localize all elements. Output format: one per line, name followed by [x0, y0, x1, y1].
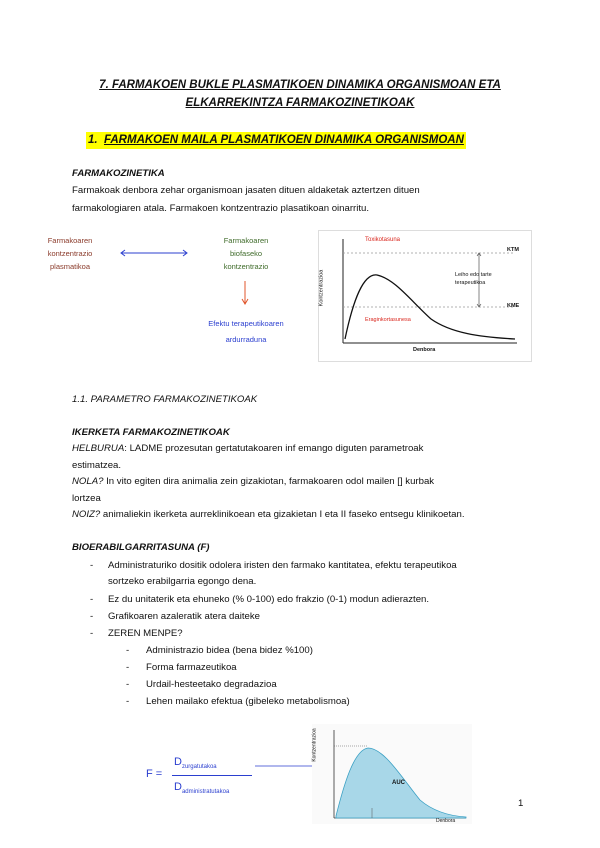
subsection-1-1-heading: 1.1. PARAMETRO FARMAKOZINETIKOAK [72, 394, 258, 405]
subbullet-dash: - [126, 662, 130, 673]
subbullet-3-text: Urdail-hesteetako degradazioa [146, 679, 277, 690]
window-line1: Leiho edo tarte [455, 272, 492, 278]
auc-label: AUC [392, 780, 405, 786]
numerator-sub: zurgatutakoa [181, 764, 217, 771]
formula-numerator [174, 756, 217, 770]
subbullet-2 [126, 660, 237, 676]
page-number: 1 [518, 798, 524, 809]
bullet-3-line1: Grafikoaren azaleratik atera daiteke [108, 611, 260, 622]
subbullet-4 [126, 694, 350, 710]
formula-f-equals: F = [146, 768, 163, 780]
bullet-dash: - [90, 560, 94, 571]
subbullet-dash: - [126, 679, 130, 690]
diagram-bottom-line2: ardurraduna [225, 335, 267, 344]
subbullet-2-text: Forma farmazeutikoa [146, 662, 237, 673]
diagram-left-line1: Farmakoaren [47, 236, 93, 245]
down-arrow-icon [240, 280, 250, 306]
ktm-label: KTM [507, 247, 519, 253]
farmakozinetika-text-2: farmakologiaren atala. Farmakoen kontzentrazio plasatikoan oinarritu. [72, 203, 370, 214]
nola-line [72, 474, 434, 490]
subbullet-dash: - [126, 696, 130, 707]
nola-cont: lortzea [72, 493, 101, 504]
therapeutic-window-label [455, 271, 492, 287]
ineffective-label: Eraginkortasunesa [365, 317, 411, 323]
curve-x-axis-label: Denbora [413, 347, 436, 353]
diagram-middle-line1: Farmakoaren [223, 236, 269, 245]
bullet-3 [90, 609, 260, 625]
diagram-middle-node [204, 234, 288, 273]
bullet-1-line1: Administraturiko dositik odolera iristen den farmako kantitatea, efektu terapeutikoa [108, 560, 457, 571]
double-arrow-icon [118, 248, 190, 258]
diagram-bottom-line1: Efektu terapeutikoaren [208, 319, 284, 328]
subbullet-4-text: Lehen mailako efektua (gibeleko metabolismoa) [146, 696, 350, 707]
bullet-4-line1: ZEREN MENPE? [108, 628, 183, 639]
ikerketa-heading: IKERKETA FARMAKOZINETIKOAK [72, 427, 230, 438]
curve-y-axis-label: Kontzentrazioa [318, 269, 325, 307]
diagram-left-node [30, 234, 110, 273]
helburua-line [72, 441, 423, 457]
helburua-label: HELBURUA [72, 443, 125, 454]
section-title: FARMAKOEN MAILA PLASMATIKOEN DINAMIKA ORGANISMOAN [103, 134, 464, 146]
farmakozinetika-text-1: Farmakoak denbora zehar organismoan jasaten dituen aldaketak aztertzen dituen [72, 185, 420, 196]
diagram-middle-line2: biofaseko [229, 249, 263, 258]
kme-label: KME [507, 303, 520, 309]
diagram-left-line2: kontzentrazio [47, 249, 93, 258]
bullet-1 [90, 558, 457, 590]
subbullet-1-text: Administrazio bidea (bena bidez %100) [146, 645, 313, 656]
numerator-d: D [174, 756, 182, 768]
noiz-line [72, 507, 465, 523]
bullet-2 [90, 592, 429, 608]
formula-denominator [174, 781, 229, 795]
denominator-d: D [174, 781, 182, 793]
nola-text: In vito egiten dira animalia zein gizakiotan, farmakoaren odol mailen [] kurbak [103, 476, 435, 487]
bullet-dash: - [90, 628, 94, 639]
bullet-dash: - [90, 594, 94, 605]
subbullet-dash: - [126, 645, 130, 656]
diagram-middle-line3: kontzentrazio [223, 262, 269, 271]
window-line2: terapeutikoa [455, 280, 486, 286]
noiz-label: NOIZ? [72, 509, 101, 520]
bullet-4 [90, 626, 183, 642]
bioerabilgarritasuna-heading: BIOERABILGARRITASUNA (F) [72, 542, 210, 553]
diagram-bottom-node [190, 316, 302, 348]
section-1-heading [86, 132, 466, 149]
helburua-text: : LADME prozesutan gertatutakoaren inf emango diguten parametroak [124, 443, 424, 454]
fraction-bar [172, 775, 252, 776]
concentration-curve-figure [318, 230, 532, 362]
section-number: 1. [88, 134, 98, 146]
subbullet-3 [126, 677, 277, 693]
diagram-left-line3: plasmatikoa [49, 262, 91, 271]
helburua-cont: estimatzea. [72, 460, 122, 471]
toxicity-label: Toxikotasuna [365, 237, 401, 243]
noiz-text: animaliekin ikerketa aurreklinikoean eta gizakietan I eta II faseko entsegu klinikoetan. [100, 509, 465, 520]
bullet-1-line2: sortzeko erabilgarria egongo dena. [108, 576, 257, 587]
concentration-curve-svg [319, 231, 531, 361]
nola-label: NOLA? [72, 476, 104, 487]
subbullet-1 [126, 643, 313, 659]
document-title-line1: 7. FARMAKOEN BUKLE PLASMATIKOEN DINAMIKA ORGANISMOAN ETA [99, 79, 501, 91]
auc-y-axis-label: Kontzentrazioa [311, 728, 318, 762]
denominator-sub: administratutakoa [181, 789, 230, 796]
auc-figure [312, 724, 472, 824]
auc-svg [312, 724, 472, 824]
bullet-dash: - [90, 611, 94, 622]
document-title-line2: ELKARREKINTZA FARMAKOZINETIKOAK [185, 97, 415, 109]
bullet-2-line1: Ez du unitaterik eta ehuneko (% 0-100) edo frakzio (0-1) modun adierazten. [108, 594, 430, 605]
farmakozinetika-heading: FARMAKOZINETIKA [72, 168, 165, 179]
auc-x-axis-label: Denbora [436, 818, 456, 824]
